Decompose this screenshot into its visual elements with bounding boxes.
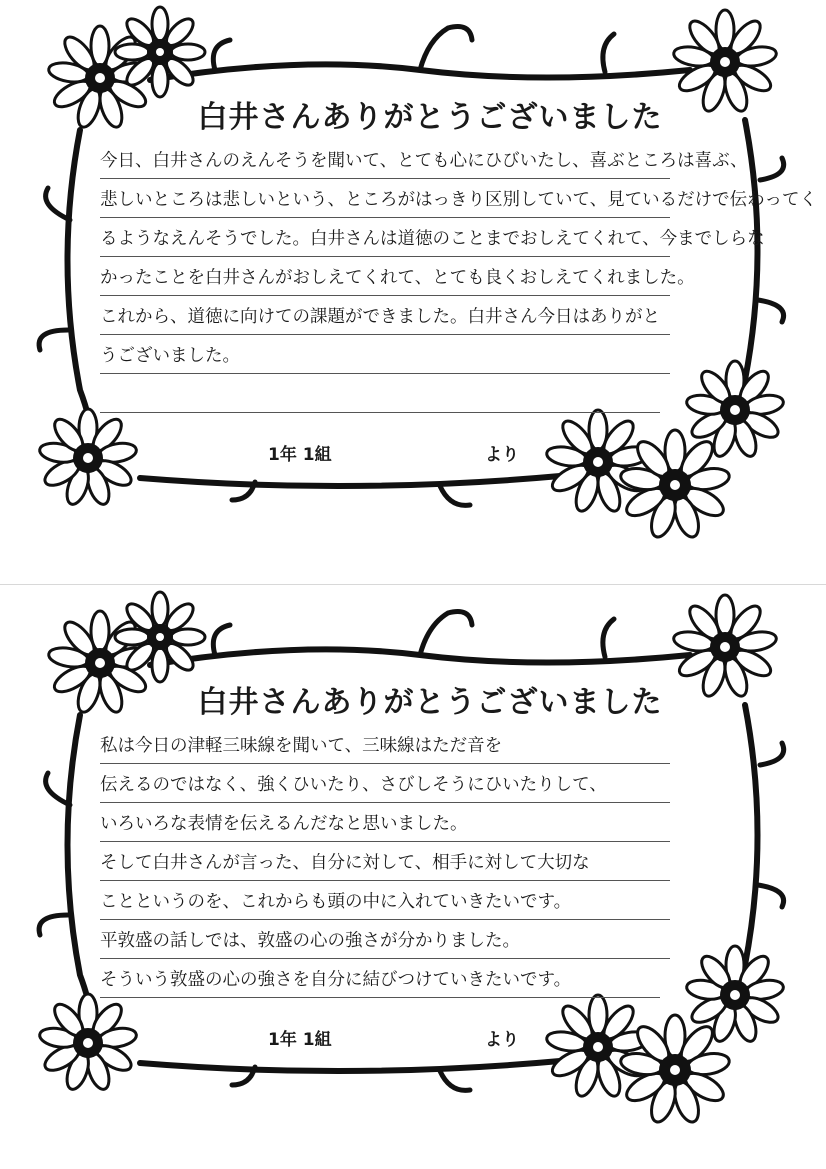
message-line: 伝えるのではなく、強くひいたり、さびしそうにひいたりして、: [100, 764, 670, 803]
message-line: そういう敦盛の心の強さを自分に結びつけていきたいです。: [100, 959, 660, 998]
flower-icon: [115, 7, 205, 97]
message-line: 私は今日の津軽三味線を聞いて、三味線はただ音を: [100, 725, 670, 764]
thank-you-card-1: [0, 0, 826, 584]
class-label: 1年 1組: [268, 1030, 332, 1050]
message-lines: [100, 725, 670, 998]
message-line: ことというのを、これからも頭の中に入れていきたいです。: [100, 881, 670, 920]
flower-icon: [38, 994, 138, 1092]
message-line: いろいろな表情を伝えるんだなと思いました。: [100, 803, 670, 842]
message-lines: [100, 140, 817, 413]
message-line: そして白井さんが言った、自分に対して、相手に対して大切な: [100, 842, 670, 881]
message-line: これから、道徳に向けての課題ができました。白井さん今日はありがと: [100, 296, 670, 335]
class-label: 1年 1組: [268, 445, 332, 465]
from-label: より: [485, 1030, 519, 1050]
message-line: 悲しいところは悲しいという、ところがはっきり区別していて、見ているだけで伝わってく: [100, 179, 670, 218]
flower-icon: [38, 409, 138, 507]
from-label: より: [485, 445, 519, 465]
message-line: かったことを白井さんがおしえてくれて、とても良くおしえてくれました。: [100, 257, 670, 296]
message-line: 平敦盛の話しでは、敦盛の心の強さが分かりました。: [100, 920, 670, 959]
thank-you-card-2: [0, 585, 826, 1169]
message-line: るようなえんそうでした。白井さんは道徳のことまでおしえてくれて、今までしらな: [100, 218, 670, 257]
card-title: 白井さんありがとうございました: [197, 685, 663, 720]
message-line: 今日、白井さんのえんそうを聞いて、とても心にひびいたし、喜ぶところは喜ぶ、: [100, 140, 670, 179]
message-line: うございました。: [100, 335, 670, 374]
message-line: [100, 374, 660, 413]
card-title: 白井さんありがとうございました: [197, 100, 663, 135]
flower-icon: [115, 592, 205, 682]
